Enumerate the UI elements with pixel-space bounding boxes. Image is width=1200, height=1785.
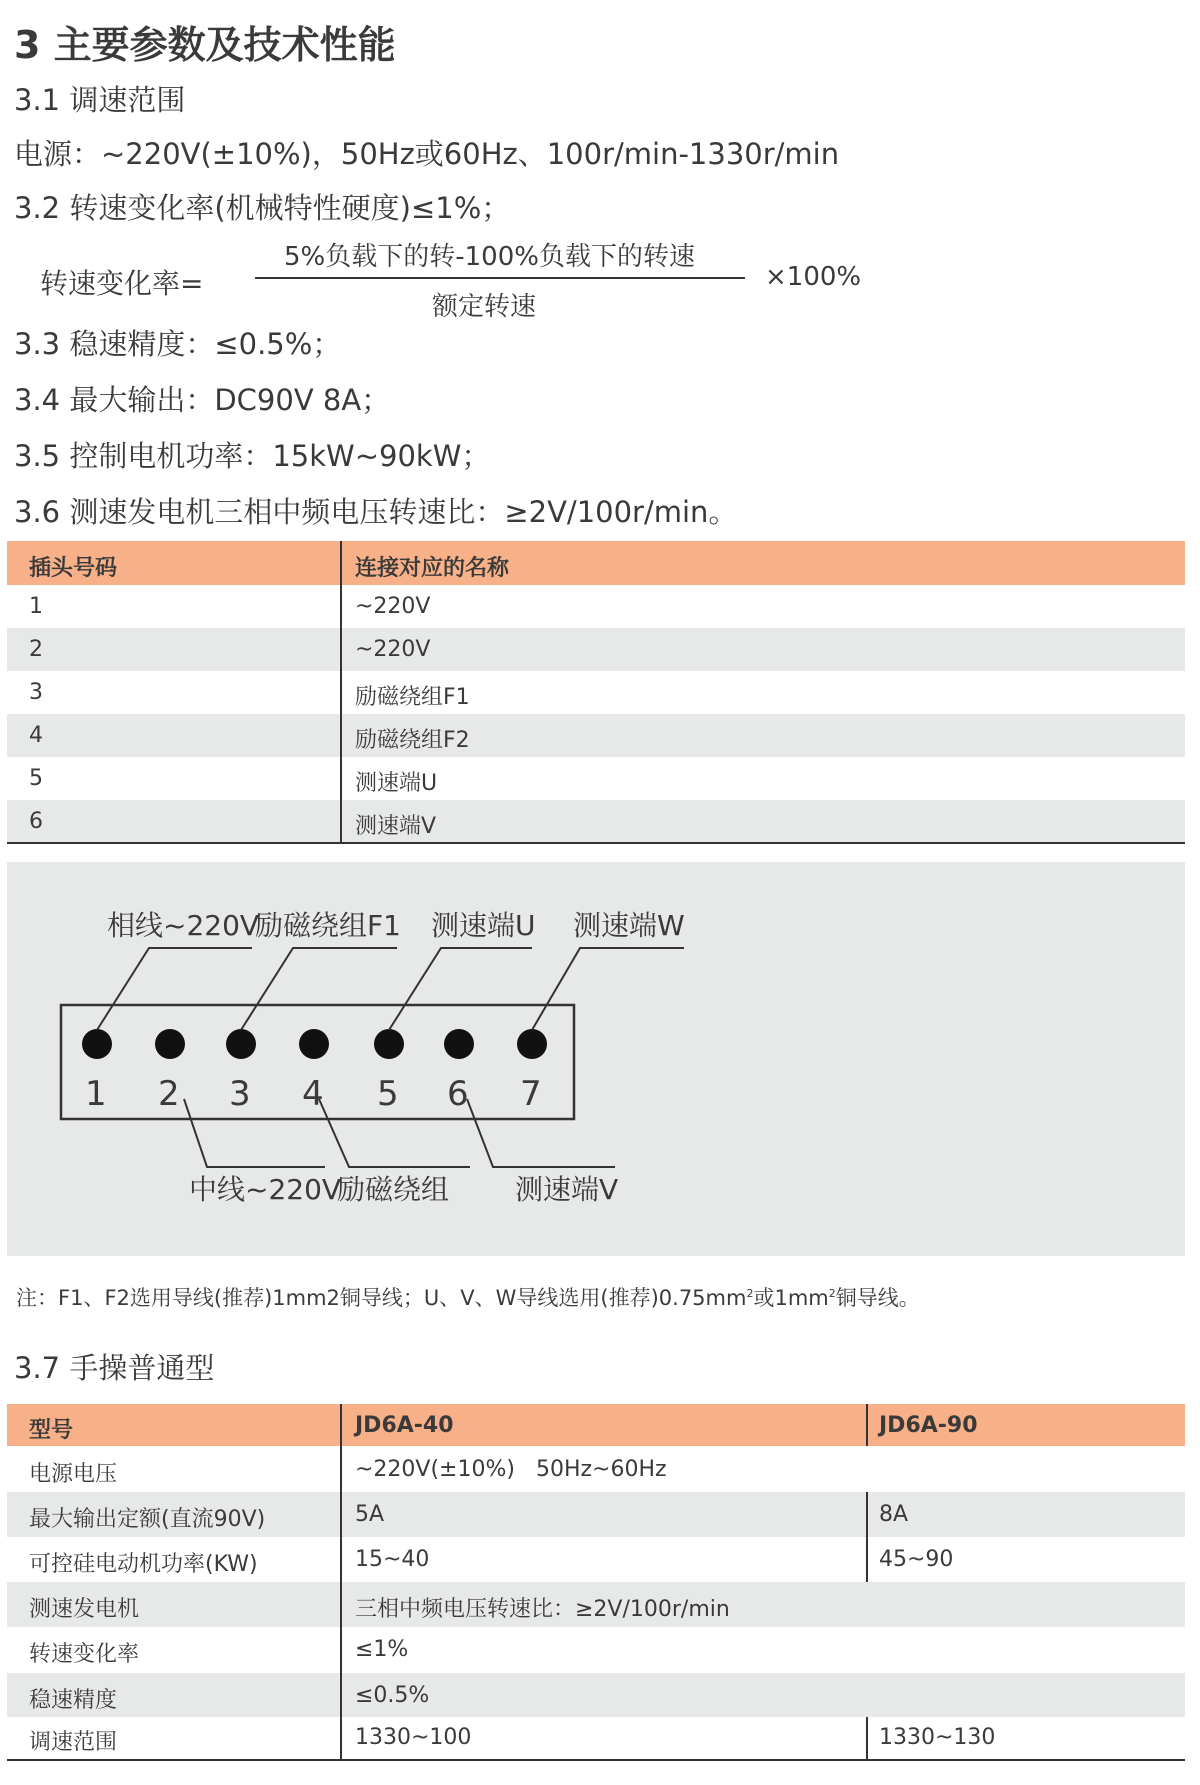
plug-number: 6 (29, 809, 43, 834)
column-divider (340, 541, 342, 843)
spec-value-merged: 三相中频电压转速比：≥2V/100r/min (355, 1597, 730, 1622)
leader-phase-line (97, 948, 252, 1030)
plug-table (7, 541, 1185, 841)
subsection-3-4: 3.4 最大输出：DC90V 8A； (14, 383, 391, 417)
plug-table-header (7, 541, 1185, 585)
spec-label: 电源电压 (29, 1462, 118, 1487)
table-row (7, 671, 1185, 714)
note-text-1: 注：F1、F2选用导线(推荐)1mm2铜导线；U、V、W导线选用(推荐)0.75mm (16, 1286, 747, 1310)
leader-excitation-f1 (241, 948, 397, 1030)
spec-label: 可控硅电动机功率(KW) (29, 1552, 258, 1577)
table-row (7, 800, 1185, 843)
pin-dot-5 (374, 1029, 404, 1059)
label-excitation-f1: 励磁绕组F1 (255, 909, 401, 942)
formula-numerator: 5%负载下的转-100%负载下的转速 (284, 242, 695, 272)
formula-factor: ×100% (765, 262, 862, 292)
note-text-2: 或1mm (753, 1286, 829, 1310)
table-row (7, 1717, 1185, 1759)
spec-label: 稳速精度 (29, 1688, 118, 1713)
label-excitation: 励磁绕组 (337, 1173, 450, 1206)
pin-number: 1 (85, 1074, 107, 1114)
plug-name: 测速端V (355, 814, 437, 839)
label-tacho-v: 测速端V (515, 1173, 619, 1206)
plug-name: 励磁绕组F1 (355, 685, 470, 710)
plug-number: 3 (29, 680, 43, 705)
terminal-wiring-diagram (7, 862, 1185, 1256)
plug-header-name: 连接对应的名称 (355, 556, 510, 581)
note-superscript-2: 2 (828, 1287, 836, 1300)
pin-dot-1 (82, 1029, 112, 1059)
spec-label: 调速范围 (29, 1730, 118, 1755)
spec-value-40: 1330~100 (355, 1725, 472, 1750)
table-row (7, 585, 1185, 628)
table-bottom-rule (7, 842, 1185, 844)
pin-dot-4 (299, 1029, 329, 1059)
pin-number: 4 (302, 1074, 324, 1114)
plug-number: 5 (29, 766, 43, 791)
table-row (7, 1537, 1185, 1582)
pin-number: 2 (158, 1074, 180, 1114)
pin-dot-6 (444, 1029, 474, 1059)
label-phase-line: 相线~220V (107, 909, 260, 942)
label-neutral-line: 中线~220V (189, 1173, 342, 1206)
table-row (7, 757, 1185, 800)
label-tacho-w: 测速端W (573, 909, 685, 942)
formula-denominator: 额定转速 (432, 292, 537, 322)
spec-header-model: 型号 (29, 1418, 74, 1443)
column-divider (866, 1492, 868, 1582)
note-text-3: 铜导线。 (835, 1286, 920, 1310)
spec-label: 测速发电机 (29, 1597, 140, 1622)
plug-name: 测速端U (355, 771, 438, 796)
subsection-3-7: 3.7 手操普通型 (14, 1351, 215, 1385)
spec-label: 转速变化率 (29, 1642, 140, 1667)
subsection-3-3: 3.3 稳速精度：≤0.5%； (14, 327, 342, 361)
table-row (7, 1492, 1185, 1537)
subsection-3-6: 3.6 测速发电机三相中频电压转速比：≥2V/100r/min。 (14, 495, 738, 529)
table-row (7, 1627, 1185, 1673)
spec-value-90: 45~90 (879, 1547, 954, 1572)
pin-dot-7 (517, 1029, 547, 1059)
plug-name: ~220V (355, 637, 431, 662)
spec-value-merged: ≤0.5% (355, 1683, 430, 1708)
power-spec-line: 电源：~220V(±10%)，50Hz或60Hz、100r/min-1330r/min (14, 137, 840, 171)
spec-header-jd6a-40: JD6A-40 (355, 1413, 454, 1438)
column-divider (866, 1404, 868, 1446)
pin-number: 3 (229, 1074, 251, 1114)
spec-header-jd6a-90: JD6A-90 (879, 1413, 978, 1438)
spec-table-header (7, 1404, 1185, 1446)
spec-table (7, 1404, 1185, 1776)
subsection-3-5: 3.5 控制电机功率：15kW~90kW； (14, 439, 491, 473)
formula-lhs: 转速变化率= (40, 267, 204, 300)
table-row (7, 1446, 1185, 1492)
terminal-pins (82, 1029, 547, 1059)
plug-number: 4 (29, 723, 43, 748)
table-row (7, 714, 1185, 757)
subsection-3-1: 3.1 调速范围 (14, 83, 186, 117)
spec-value-90: 1330~130 (879, 1725, 996, 1750)
spec-value-40: 5A (355, 1502, 385, 1527)
leader-tacho-w (532, 948, 684, 1030)
column-divider (866, 1717, 868, 1761)
plug-name: ~220V (355, 594, 431, 619)
pin-dot-3 (226, 1029, 256, 1059)
table-row (7, 1582, 1185, 1627)
table-row (7, 1673, 1185, 1717)
spec-value-90: 8A (879, 1502, 909, 1527)
pin-number: 5 (377, 1074, 399, 1114)
pin-number: 6 (447, 1074, 469, 1114)
pin-number: 7 (520, 1074, 542, 1114)
label-tacho-u: 测速端U (431, 909, 536, 942)
plug-header-number: 插头号码 (29, 556, 118, 581)
spec-value-merged: ≤1% (355, 1637, 409, 1662)
section-heading: 3 主要参数及技术性能 (14, 23, 396, 67)
formula-fraction-bar (255, 277, 745, 279)
column-divider (340, 1404, 342, 1761)
note-superscript-1: 2 (746, 1287, 754, 1300)
spec-value-40: 15~40 (355, 1547, 430, 1572)
plug-number: 2 (29, 637, 43, 662)
spec-label: 最大输出定额(直流90V) (29, 1507, 266, 1532)
plug-name: 励磁绕组F2 (355, 728, 470, 753)
plug-number: 1 (29, 594, 43, 619)
pin-dot-2 (155, 1029, 185, 1059)
wiring-note (16, 1282, 920, 1312)
subsection-3-2: 3.2 转速变化率(机械特性硬度)≤1%； (14, 191, 511, 225)
table-bottom-rule (7, 1759, 1185, 1761)
table-row (7, 628, 1185, 671)
spec-value-merged: ~220V(±10%) 50Hz~60Hz (355, 1457, 667, 1482)
leader-tacho-u (389, 948, 532, 1030)
